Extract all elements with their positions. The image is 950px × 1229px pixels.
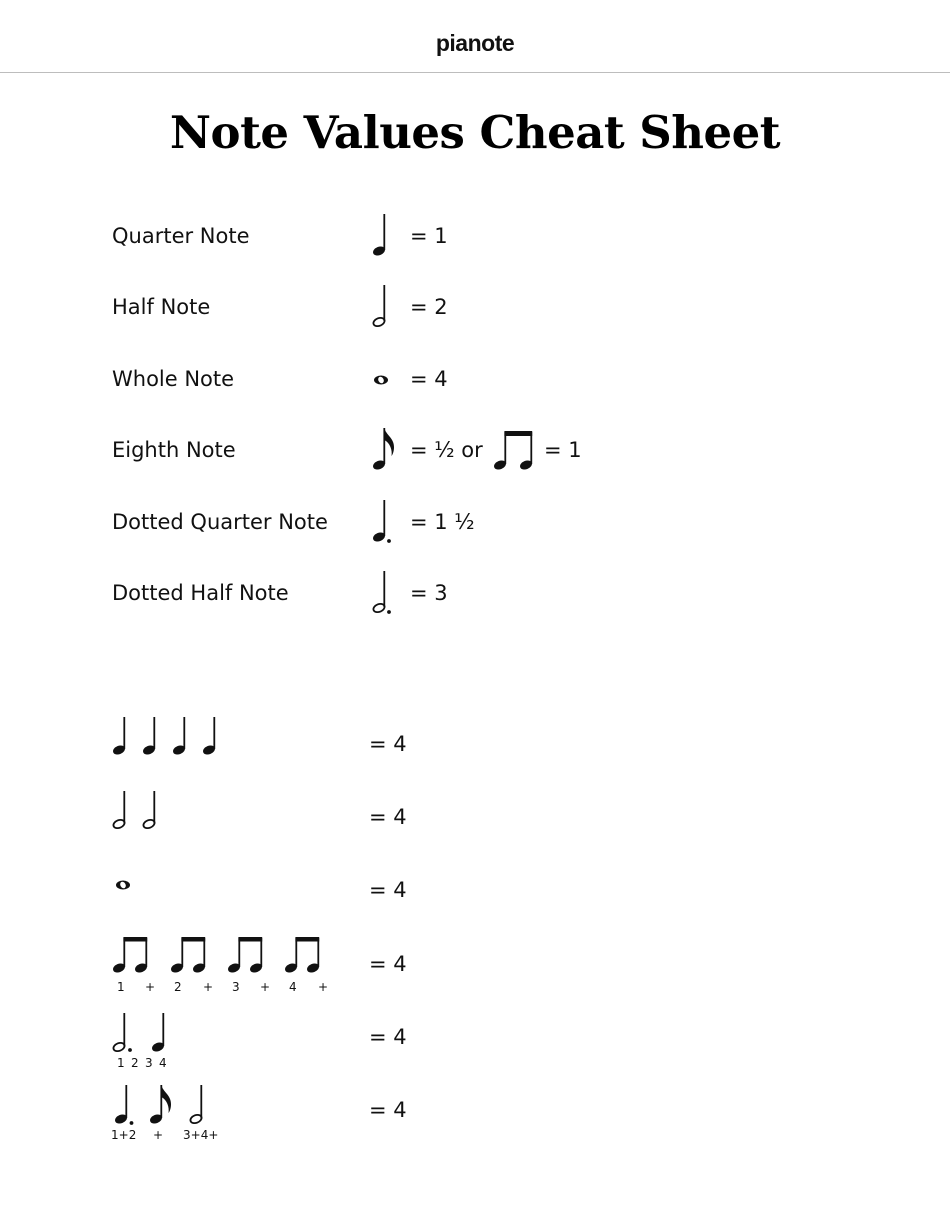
count-label: +: [145, 980, 156, 994]
quarter-note-icon: [142, 717, 157, 756]
quarter-note-icon: [202, 717, 217, 756]
count-label: +: [203, 980, 214, 994]
count-label: +: [318, 980, 329, 994]
half-note-value: = 2: [410, 295, 448, 319]
page-header: [0, 0, 950, 73]
measure-2-value: = 4: [369, 805, 407, 829]
dotted-quarter-note-icon: [364, 496, 398, 546]
measure-6-value: = 4: [369, 1098, 407, 1122]
whole-note-icon: [116, 881, 130, 890]
beamed-eighth-notes-icon: [284, 937, 321, 974]
measure-5-value: = 4: [369, 1025, 407, 1049]
half-note-icon: [364, 281, 398, 331]
measure-3-value: = 4: [369, 878, 407, 902]
dotted-quarter-eighth-half-measure: [108, 1081, 218, 1129]
count-label: 3: [232, 980, 240, 994]
two-half-notes-measure: [108, 786, 168, 836]
dotted-quarter-note-icon: [114, 1085, 134, 1125]
half-note-label: Half Note: [112, 295, 211, 319]
half-note-icon: [142, 791, 156, 830]
count-label: 4: [289, 980, 297, 994]
dotted-half-note-icon: [364, 567, 398, 617]
dotted-quarter-note-label: Dotted Quarter Note: [112, 510, 328, 534]
half-note-icon: [189, 1085, 203, 1125]
beamed-eighth-notes-icon: [170, 937, 207, 974]
whole-note-label: Whole Note: [112, 367, 235, 391]
count-label: 2: [174, 980, 182, 994]
pianote-logo: pianote: [435, 30, 515, 56]
dotted-half-note-value: = 3: [410, 581, 448, 605]
beamed-eighths-value: = 1: [544, 438, 582, 462]
dotted-half-note-icon: [112, 1013, 132, 1053]
four-quarter-notes-measure: [108, 713, 228, 763]
whole-note-measure: [108, 860, 148, 910]
eighth-note-label: Eighth Note: [112, 438, 236, 462]
count-label: 1: [117, 980, 125, 994]
quarter-note-label: Quarter Note: [112, 224, 250, 248]
eighth-note-icon: [364, 424, 398, 474]
beamed-eighth-notes-icon: [112, 937, 149, 974]
quarter-note-icon: [151, 1013, 166, 1053]
page-title: Note Values Cheat Sheet: [169, 106, 781, 159]
count-label: 2: [131, 1056, 139, 1070]
eighth-note-pairs-measure: [108, 932, 333, 977]
dotted-half-note-label: Dotted Half Note: [112, 581, 289, 605]
quarter-note-icon: [172, 717, 187, 756]
dotted-quarter-note-value: = 1 ½: [410, 510, 475, 534]
quarter-note-value: = 1: [410, 224, 448, 248]
count-label: +: [153, 1128, 164, 1142]
half-note-icon: [112, 791, 126, 830]
beamed-eighth-notes-icon: [227, 937, 264, 974]
eighth-note-icon: [149, 1085, 171, 1125]
count-label: 3+4+: [183, 1128, 219, 1142]
measure-1-value: = 4: [369, 732, 407, 756]
count-label: 4: [159, 1056, 167, 1070]
count-label: 1: [117, 1056, 125, 1070]
count-label: 3: [145, 1056, 153, 1070]
whole-note-value: = 4: [410, 367, 448, 391]
count-label: 1+2: [111, 1128, 137, 1142]
whole-note-icon: [364, 353, 398, 403]
measure-4-value: = 4: [369, 952, 407, 976]
beamed-eighth-notes-icon: [488, 424, 542, 474]
quarter-note-icon: [364, 210, 398, 260]
count-label: +: [260, 980, 271, 994]
eighth-note-value: = ½ or: [410, 438, 483, 462]
dotted-half-quarter-measure: [108, 1009, 178, 1057]
quarter-note-icon: [112, 717, 127, 756]
